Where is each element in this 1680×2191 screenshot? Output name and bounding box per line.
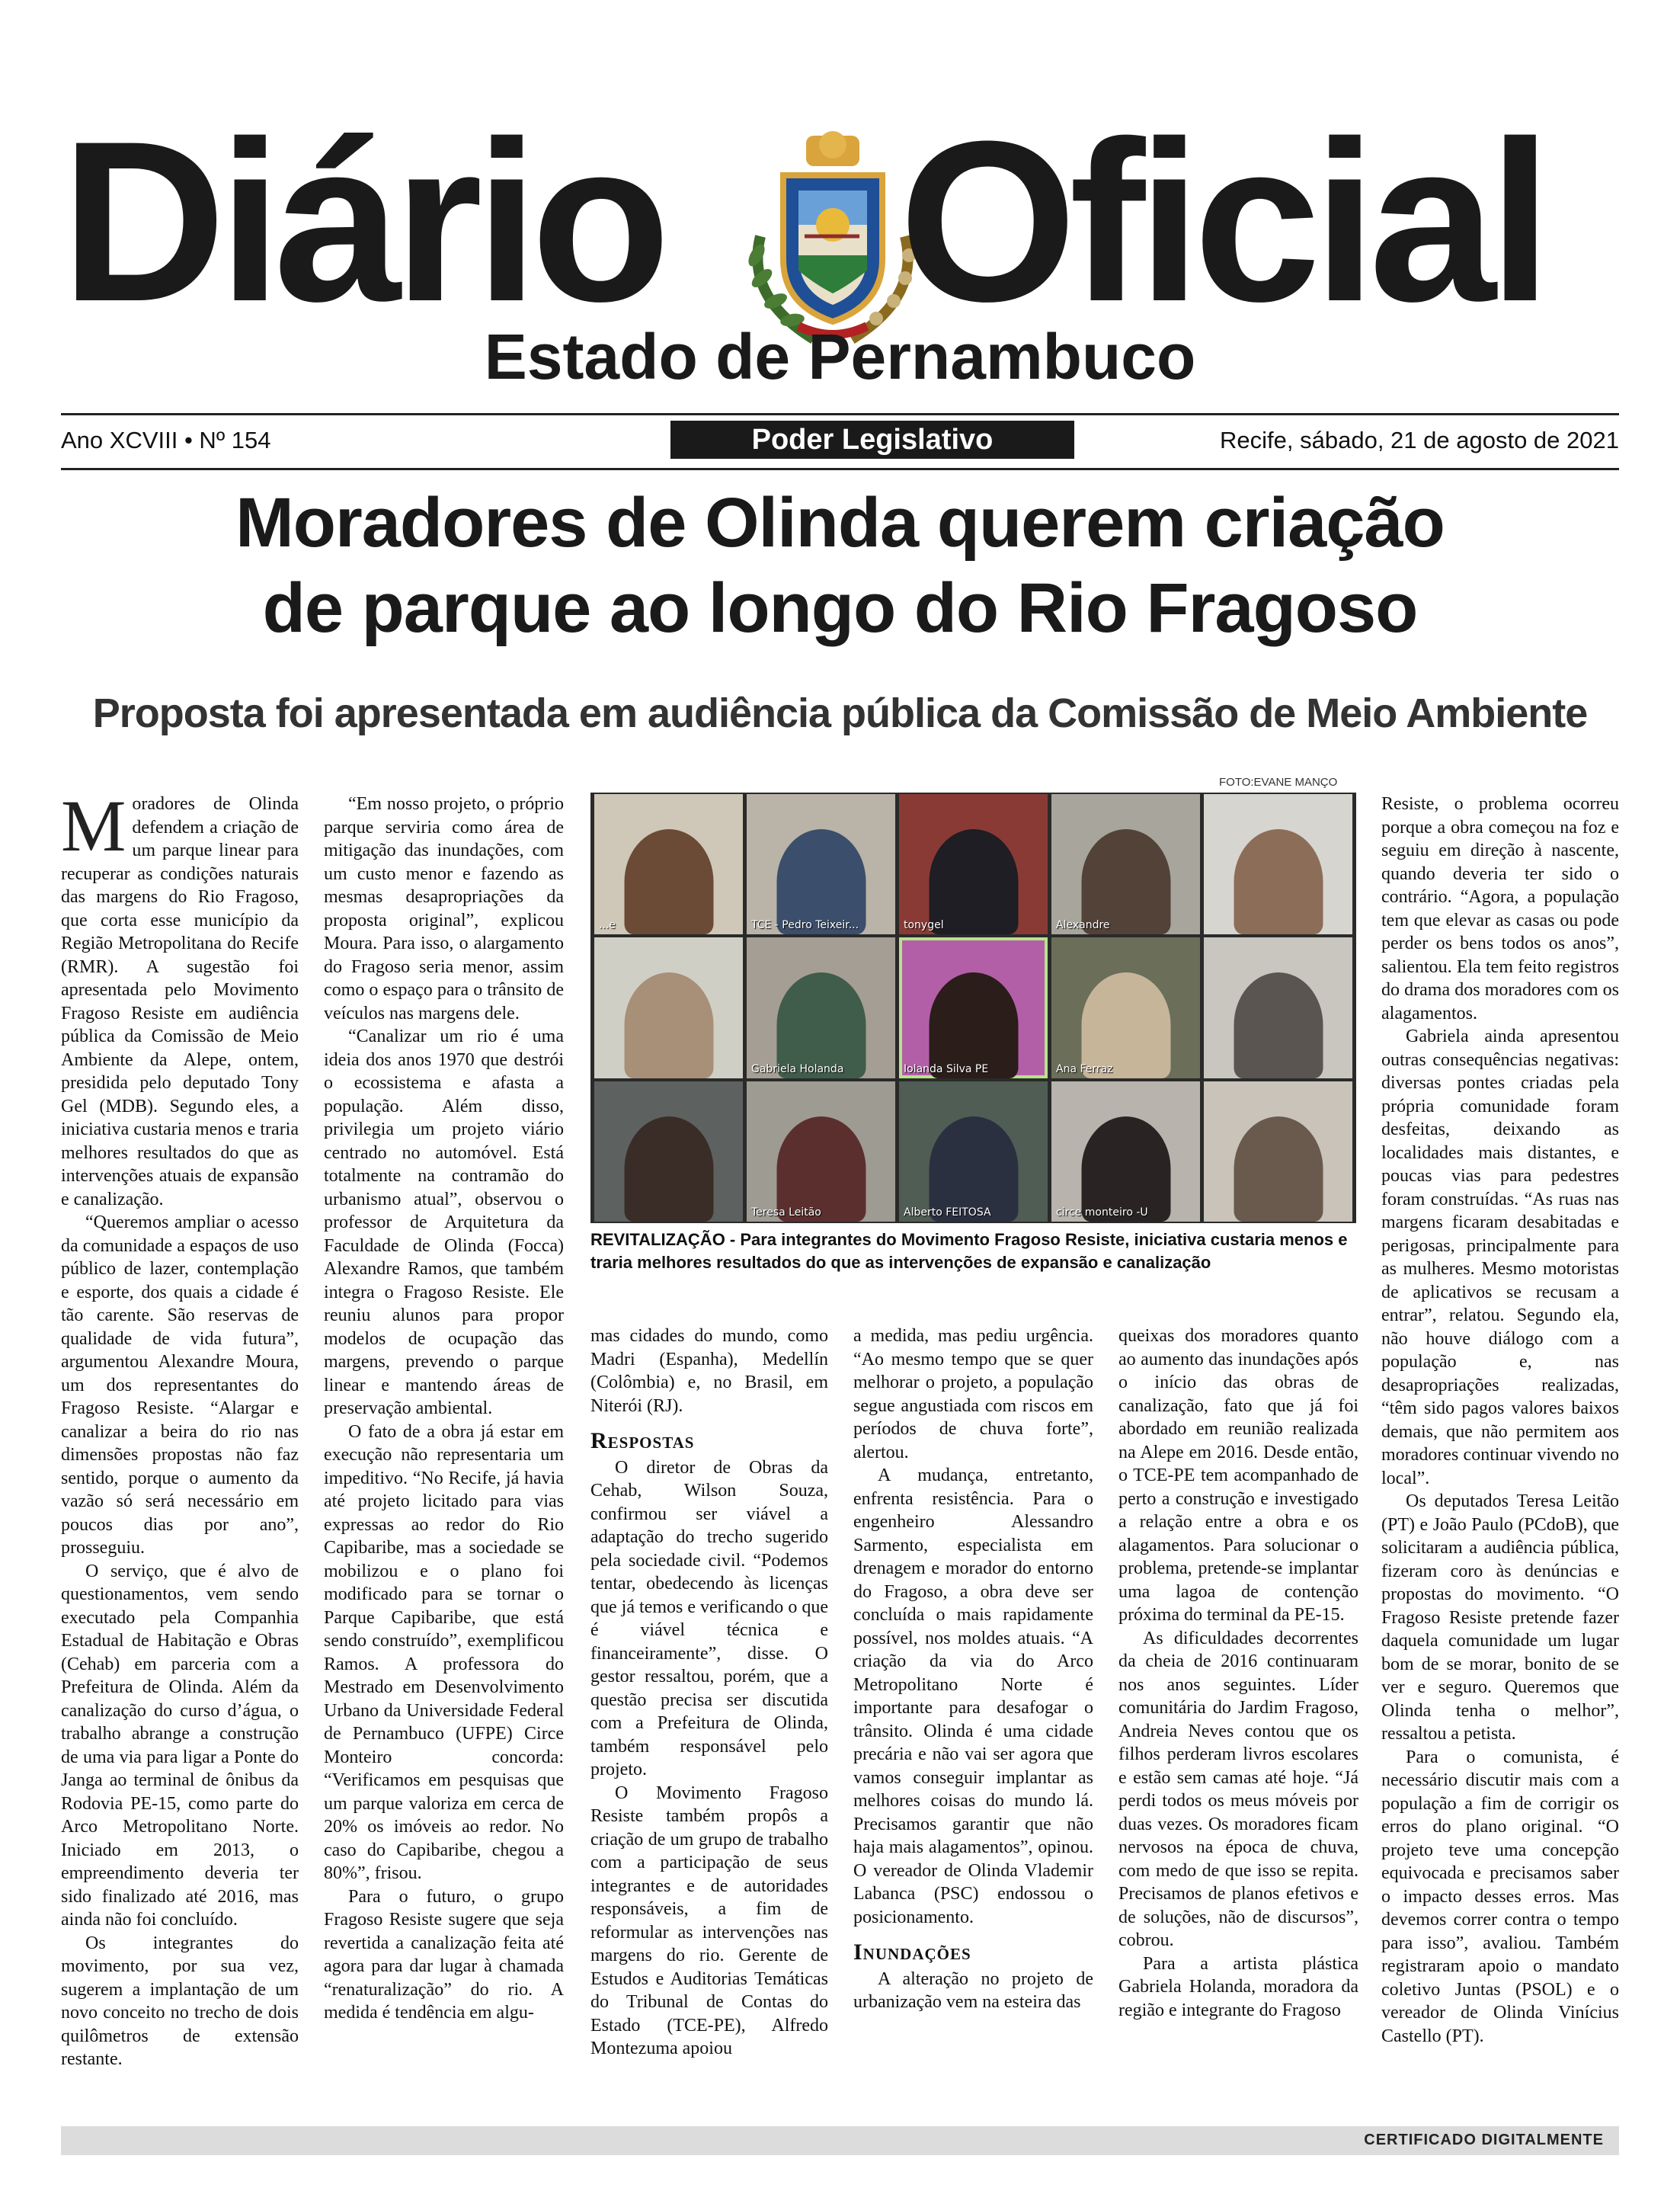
article-column-3 bbox=[590, 1325, 828, 2061]
participant-name: Iolanda Silva PE bbox=[904, 1062, 989, 1075]
article-column-5 bbox=[1118, 1325, 1358, 2022]
paragraph: queixas dos moradores quanto ao aumento das inundações após o início das obras de canalização, fato que já foi abordado em reunião realizada na Alepe em 2016. Desde então, o TCE-PE tem acompanhado de perto a construção e investigado a relação entre a obra e os alagamentos. Para solucionar o problema, pretende-se implantar uma lagoa de contenção próxima do terminal da PE-15. bbox=[1118, 1326, 1358, 1625]
participant-tile bbox=[1051, 1081, 1200, 1222]
participant-name: ...e bbox=[599, 919, 616, 932]
paragraph bbox=[61, 785, 299, 1211]
paragraph-text: oradores de Olinda defendem a criação de um parque linear para recuperar as condições naturais das margens do Rio Fragoso, que corta esse município da Região Metropolitana do Recife (RMR). A sugestão foi apresentada pelo Movimento Fragoso Resiste em audiência pública da Comissão de Meio Ambiente da Alepe, ontem, presidida pelo deputado Tony Gel (MDB). Segundo eles, a iniciativa custaria menos e traria melhores resultados do que as intervenções atuais de expansão e canalização. bbox=[61, 794, 299, 1209]
article-column-6 bbox=[1381, 793, 1619, 2048]
article-column-2 bbox=[324, 793, 564, 2025]
rule-bottom bbox=[61, 468, 1619, 470]
paragraph: Resiste, o problema ocorreu porque a obra começou na foz e seguiu em direção à nascente, quando deveria ter sido o contrário. “Agora, a população tem que elevar as casas ou pode perder os bens todos os anos”, salientou. Ela tem feito registros do drama dos moradores com os alagamentos. bbox=[1381, 794, 1619, 1023]
drop-cap: M bbox=[61, 785, 126, 866]
headline-line-2: de parque ao longo do Rio Fragoso bbox=[262, 569, 1418, 647]
masthead bbox=[61, 93, 1623, 349]
paragraph: Para o comunista, é necessário discutir mais com a população a fim de corrigir os erros do plano original. “O projeto teve uma concepção equivocada e precisamos saber o impacto desses erros. Mas devemos correr contra o tempo para isso”, avaliou. Também registraram apoio o mandato coletivo Juntas (PSOL) e o vereador de Olinda Vinícius Castello (PT). bbox=[1381, 1747, 1619, 2046]
participant-name: circe monteiro -U bbox=[1056, 1206, 1148, 1219]
participant-tile bbox=[594, 1081, 743, 1222]
photo-caption: REVITALIZAÇÃO - Para integrantes do Movimento Fragoso Resiste, iniciativa custaria menos e traria melhores resultados do que as intervenções de expansão e canalização bbox=[590, 1230, 1348, 1272]
participant-tile-active-speaker bbox=[899, 937, 1048, 1078]
paragraph: As dificuldades decorrentes da cheia de 2016 continuaram nos anos seguintes. Líder comunitária do Jardim Fragoso, Andreia Neves contou que os filhos perderam livros escolares e estão sem camas até hoje. “Já perdi todos os meus móveis por duas vezes. Os moradores ficam nervosos na época de chuva, com medo de que isso se repita. Precisamos de planos efetivos e de soluções, não de discursos”, cobrou. bbox=[1118, 1628, 1358, 1950]
participant-name: Gabriela Holanda bbox=[751, 1062, 844, 1075]
article-column-4 bbox=[853, 1325, 1093, 2014]
participant-tile bbox=[1051, 794, 1200, 934]
edition-number: Ano XCVIII • Nº 154 bbox=[61, 427, 271, 453]
article-column-1 bbox=[61, 785, 299, 2071]
footer-bar bbox=[61, 2126, 1619, 2155]
masthead-title-right: Oficial bbox=[899, 93, 1544, 349]
paragraph: Para a artista plástica Gabriela Holanda, moradora da região e integrante do Fragoso bbox=[1118, 1953, 1358, 2020]
participant-name: Ana Ferraz bbox=[1056, 1062, 1113, 1075]
participant-name: Teresa Leitão bbox=[751, 1206, 821, 1219]
participant-tile bbox=[747, 794, 895, 934]
headline-line-1: Moradores de Olinda querem criação bbox=[235, 484, 1445, 562]
publication-date: Recife, sábado, 21 de agosto de 2021 bbox=[1220, 427, 1619, 453]
photo-credit: FOTO:EVANE MANÇO bbox=[1219, 776, 1338, 789]
participant-tile bbox=[1204, 794, 1352, 934]
participant-name: Alberto FEITOSA bbox=[904, 1206, 991, 1219]
masthead-title-left: Diário bbox=[61, 93, 664, 349]
info-bar bbox=[61, 421, 1619, 462]
section-heading-respostas: Respostas bbox=[590, 1428, 695, 1453]
paragraph: “Em nosso projeto, o próprio parque serviria como área de mitigação das inundações, com um custo menor e fazendo as mesmas desapropriações da proposta original”, explicou Moura. Para isso, o alargamento do Fragoso seria menor, assim como o espaço para o trânsito de veículos nas margens dele. bbox=[324, 794, 564, 1023]
participant-tile bbox=[899, 1081, 1048, 1222]
participant-tile bbox=[747, 1081, 895, 1222]
paragraph: Os integrantes do movimento, por sua vez, sugerem a implantação de um novo conceito no trecho de dois quilômetros de extensão restante. bbox=[61, 1933, 299, 2069]
participant-tile bbox=[594, 937, 743, 1078]
participant-name: Alexandre bbox=[1056, 919, 1110, 932]
video-conference-photo bbox=[590, 793, 1356, 1223]
headline bbox=[46, 480, 1634, 651]
paragraph: a medida, mas pediu urgência. “Ao mesmo tempo que se quer melhorar o projeto, a população segue angustiada com riscos em períodos de chuva forte”, alertou. bbox=[853, 1326, 1093, 1462]
participant-name: TCE - Pedro Teixeir... bbox=[751, 919, 859, 932]
paragraph: A alteração no projeto de urbanização vem na esteira das bbox=[853, 1968, 1093, 2012]
paragraph: “Queremos ampliar o acesso da comunidade a espaços de uso público de lazer, contemplação e esporte, dos quais a cidade é tão carente. São reservas de qualidade de vida futura”, argumentou Alexandre Moura, um dos representantes do Fragoso Resiste. “Alargar e canalizar a beira do rio nas dimensões propostas não faz sentido, porque o aumento da vazão só será necessário em poucos dias por ano”, prosseguiu. bbox=[61, 1212, 299, 1558]
paragraph: A mudança, entretanto, enfrenta resistência. Para o engenheiro Alessandro Sarmento, especialista em drenagem e morador do entorno do Fragoso, a obra deve ser concluída o mais rapidamente possível, nos moldes atuais. “A criação da via do Arco Metropolitano Norte é importante para desafogar o trânsito. Olinda é uma cidade precária e não vai ser agora que vamos conseguir implantar as melhores coisas do mundo lá. Precisamos garantir que não haja mais alagamentos”, opinou. O vereador de Olinda Vlademir Labanca (PSC) endossou o posicionamento. bbox=[853, 1465, 1093, 1927]
paragraph: “Canalizar um rio é uma ideia dos anos 1970 que destrói o ecossistema e afasta a população. Além disso, privilegia um projeto viário centrado no automóvel. Está totalmente na contramão do urbanismo atual”, observou o professor de Arquitetura da Faculdade de Olinda (Focca) Alexandre Ramos, que também integra o Fragoso Resiste. Ele reuniu alunos para propor modelos de ocupação das margens, prevendo o parque linear e mantendo áreas de preservação ambiental. bbox=[324, 1027, 564, 1418]
paragraph: mas cidades do mundo, como Madri (Espanha), Medellín (Colômbia) e, no Brasil, em Niterói (RJ). bbox=[590, 1326, 828, 1416]
participant-tile bbox=[899, 794, 1048, 934]
paragraph: O Movimento Fragoso Resiste também propôs a criação de um grupo de trabalho com a participação de seus integrantes e de autoridades responsáveis, a fim de reformular as intervenções nas margens do rio. Gerente de Estudos e Auditorias Temáticas do Tribunal de Contas do Estado (TCE-PE), Alfredo Montezuma apoiou bbox=[590, 1783, 828, 2058]
digital-certificate-label: CERTIFICADO DIGITALMENTE bbox=[1364, 2132, 1604, 2148]
paragraph: Gabriela ainda apresentou outras consequências negativas: diversas pontes criadas pela própria comunidade foram desfeitas, deixando as localidades mais distantes, e poucas vias para pedestres foram construídas. “As ruas nas margens ficaram desabitadas e perigosas, principalmente para as mulheres. Mesmo motoristas de aplicativos se recusam a entrar”, relatou. Segundo ela, não houve diálogo com a população e, nas desapropriações realizadas, “têm sido pagos valores baixos demais, que não permitem aos moradores continuar vivendo no local”. bbox=[1381, 1027, 1619, 1488]
subheadline: Proposta foi apresentada em audiência pública da Comissão de Meio Ambiente bbox=[92, 690, 1588, 736]
participant-tile bbox=[1204, 937, 1352, 1078]
paragraph: Os deputados Teresa Leitão (PT) e João Paulo (PCdoB), que solicitaram a audiência pública, fizeram coro às denúncias e propostas do movimento. “O Fragoso Resiste pretende fazer daquela comunidade um lugar bom de se morar, bonito de se ver e seguro. Queremos que Olinda tenha o melhor”, ressaltou a petista. bbox=[1381, 1491, 1619, 1744]
paragraph: O serviço, que é alvo de questionamentos, vem sendo executado pela Companhia Estadual de Habitação e Obras (Cehab) em parceria com a Prefeitura de Olinda. Além da canalização do curso d’água, o trabalho abrange a construção de uma via para ligar a Ponte do Janga ao terminal de ônibus da Rodovia PE-15, como parte do Arco Metropolitano Norte. Iniciado em 2013, o empreendimento deveria ter sido finalizado até 2016, mas ainda não foi concluído. bbox=[61, 1561, 299, 1930]
rule-top bbox=[61, 413, 1619, 415]
paragraph: O fato de a obra já estar em execução não representaria um impeditivo. “No Recife, já havia até projeto licitado para vias expressas ao redor do Rio Capibaribe, mas a sociedade se mobilizou e o plano foi modificado para se tornar o Parque Capibaribe, que está sendo construído”, exemplificou Ramos. A professora do Mestrado em Desenvolvimento Urbano da Universidade Federal de Pernambuco (UFPE) Circe Monteiro concorda: “Verificamos em pesquisas que um parque valoriza em cerca de 20% os imóveis ao redor. No caso do Capibaribe, chegou a 80%”, frisou. bbox=[324, 1421, 564, 1883]
section-badge: Poder Legislativo bbox=[670, 421, 1074, 459]
participant-tile bbox=[1204, 1081, 1352, 1222]
masthead-subtitle: Estado de Pernambuco bbox=[484, 321, 1196, 392]
section-heading-inundacoes: Inundações bbox=[853, 1940, 971, 1965]
participant-tile bbox=[747, 937, 895, 1078]
participant-tile bbox=[594, 794, 743, 934]
paragraph: O diretor de Obras da Cehab, Wilson Souza, confirmou ser viável a adaptação do trecho sugerido pela sociedade civil. “Podemos tentar, obedecendo às licenças que já temos e verificando o que é viável técnica e financeiramente”, disse. O gestor ressaltou, porém, que a questão precisa ser discutida com a Prefeitura de Olinda, também responsável pelo projeto. bbox=[590, 1457, 828, 1779]
paragraph: Para o futuro, o grupo Fragoso Resiste sugere que seja revertida a canalização feita até agora para dar lugar à chamada “renaturalização” do rio. A medida é tendência em algu- bbox=[324, 1886, 564, 2023]
participant-tile bbox=[1051, 937, 1200, 1078]
participant-name: tonygel bbox=[904, 919, 944, 932]
